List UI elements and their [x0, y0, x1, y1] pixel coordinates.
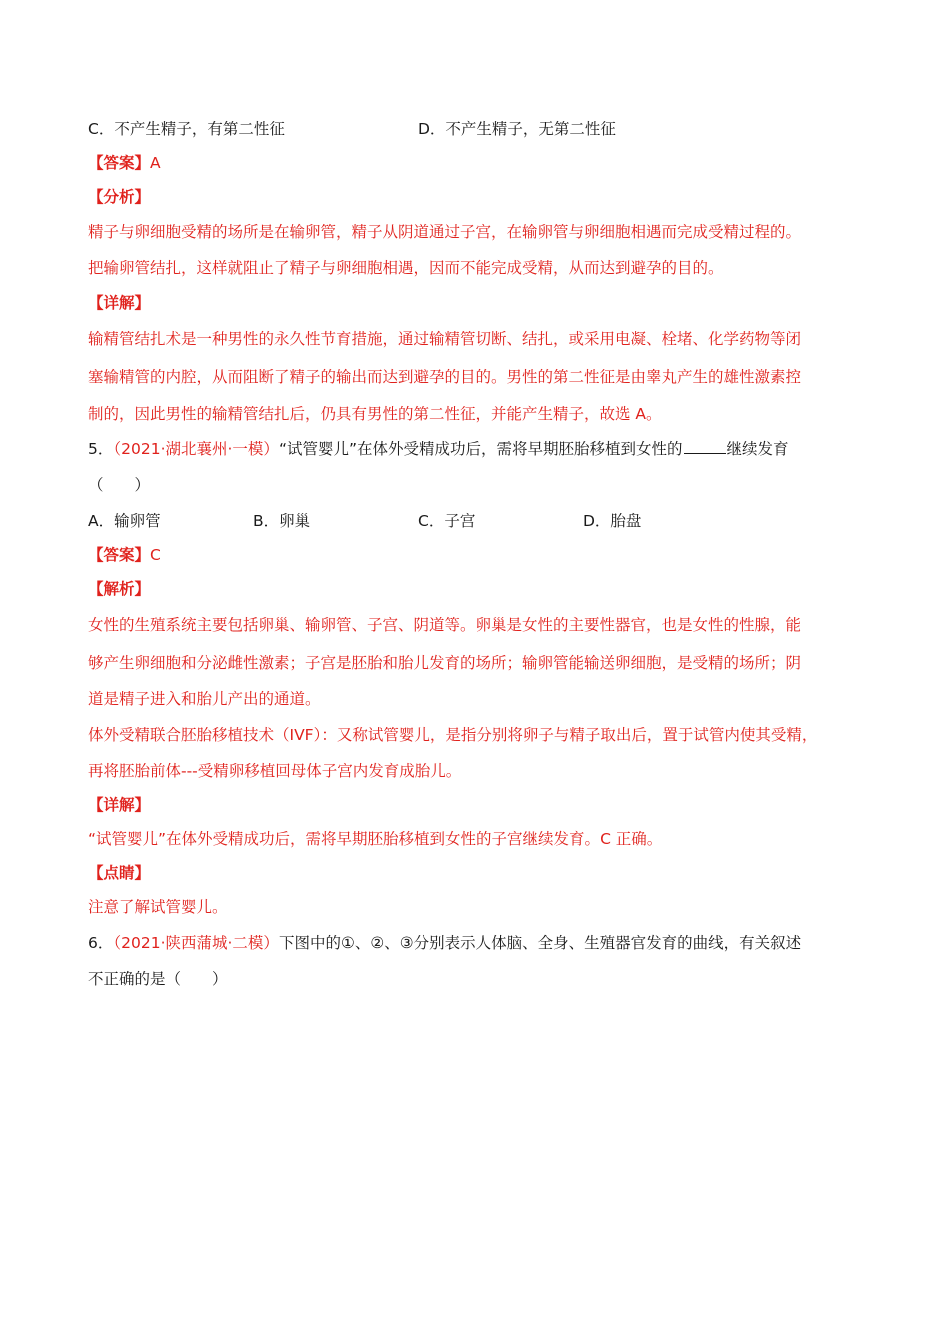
q5-analysis-line: 女性的生殖系统主要包括卵巢、输卵管、子宫、阴道等。卵巢是女性的主要性器官，也是女性的性腺，能 — [88, 616, 802, 634]
q5-option-c: C．子宫 — [418, 512, 476, 530]
q4-answer-label: 【答案】 — [88, 154, 151, 172]
q5-stem-text: “试管婴儿”在体外受精成功后，需将早期胚胎移植到女性的 — [278, 440, 683, 458]
q4-options-row — [88, 112, 878, 146]
q6-stem-tail: 不正确的是（ ） — [88, 970, 228, 988]
q4-answer-value: A — [150, 154, 161, 172]
q4-analysis-line: 把输卵管结扎，这样就阻止了精子与卵细胞相遇，因而不能完成受精，从而达到避孕的目的。 — [88, 259, 724, 277]
q4-detail-line: 输精管结扎术是一种男性的永久性节育措施，通过输精管切断、结扎，或采用电凝、栓堵、化学药物等闭 — [88, 330, 802, 348]
q5-detail-label: 【详解】 — [88, 796, 151, 814]
q5-detail-line: “试管婴儿”在体外受精成功后，需将早期胚胎移植到女性的子宫继续发育。C 正确。 — [88, 830, 663, 848]
q4-analysis-label: 【分析】 — [88, 188, 151, 206]
q5-paren: （ ） — [88, 476, 151, 494]
q4-option-d: D．不产生精子，无第二性征 — [418, 120, 616, 138]
q5-option-a: A．输卵管 — [88, 512, 161, 530]
document-page — [88, 112, 878, 996]
q6-number: 6． — [88, 934, 114, 952]
q5-number: 5． — [88, 440, 114, 458]
q5-analysis-line: 道是精子进入和胎儿产出的通道。 — [88, 690, 321, 708]
q5-tip-line: 注意了解试管婴儿。 — [88, 898, 228, 916]
q6-stem — [88, 924, 878, 962]
q4-answer — [88, 146, 878, 180]
q4-option-c: C．不产生精子，有第二性征 — [88, 120, 285, 138]
q5-source: （2021·湖北襄州·一模） — [113, 440, 279, 458]
q5-analysis-line: 够产生卵细胞和分泌雌性激素；子宫是胚胎和胎儿发育的场所；输卵管能输送卵细胞，是受精的场所；阴 — [88, 654, 802, 672]
q5-option-b: B．卵巢 — [253, 512, 311, 530]
q5-answer — [88, 538, 878, 572]
q4-detail-label: 【详解】 — [88, 294, 151, 312]
q6-source: （2021·陕西蒲城·二模） — [113, 934, 279, 952]
q5-analysis-line: 再将胚胎前体---受精卵移植回母体子宫内发育成胎儿。 — [88, 762, 462, 780]
q5-options-row — [88, 504, 878, 538]
q5-answer-value: C — [150, 546, 161, 564]
q5-answer-label: 【答案】 — [88, 546, 151, 564]
q5-answer-blank — [684, 435, 726, 454]
q6-stem-text: 下图中的①、②、③分别表示人体脑、全身、生殖器官发育的曲线，有关叙述 — [278, 934, 802, 952]
q5-option-d: D．胎盘 — [583, 512, 642, 530]
q4-detail-line: 塞输精管的内腔，从而阻断了精子的输出而达到避孕的目的。男性的第二性征是由睾丸产生的雄性激素控 — [88, 368, 802, 386]
q5-stem-tail: 继续发育 — [726, 440, 789, 458]
q5-stem — [88, 432, 878, 466]
q4-analysis-line: 精子与卵细胞受精的场所是在输卵管，精子从阴道通过子宫，在输卵管与卵细胞相遇而完成受精过程的。 — [88, 223, 802, 241]
q5-tip-label: 【点睛】 — [88, 864, 151, 882]
q5-analysis-line: 体外受精联合胚胎移植技术（IVF）：又称试管婴儿，是指分别将卵子与精子取出后，置于试管内使其受精， — [88, 726, 818, 744]
q4-detail-line: 制的，因此男性的输精管结扎后，仍具有男性的第二性征，并能产生精子，故选 A。 — [88, 405, 662, 423]
q5-analysis-label: 【解析】 — [88, 580, 151, 598]
